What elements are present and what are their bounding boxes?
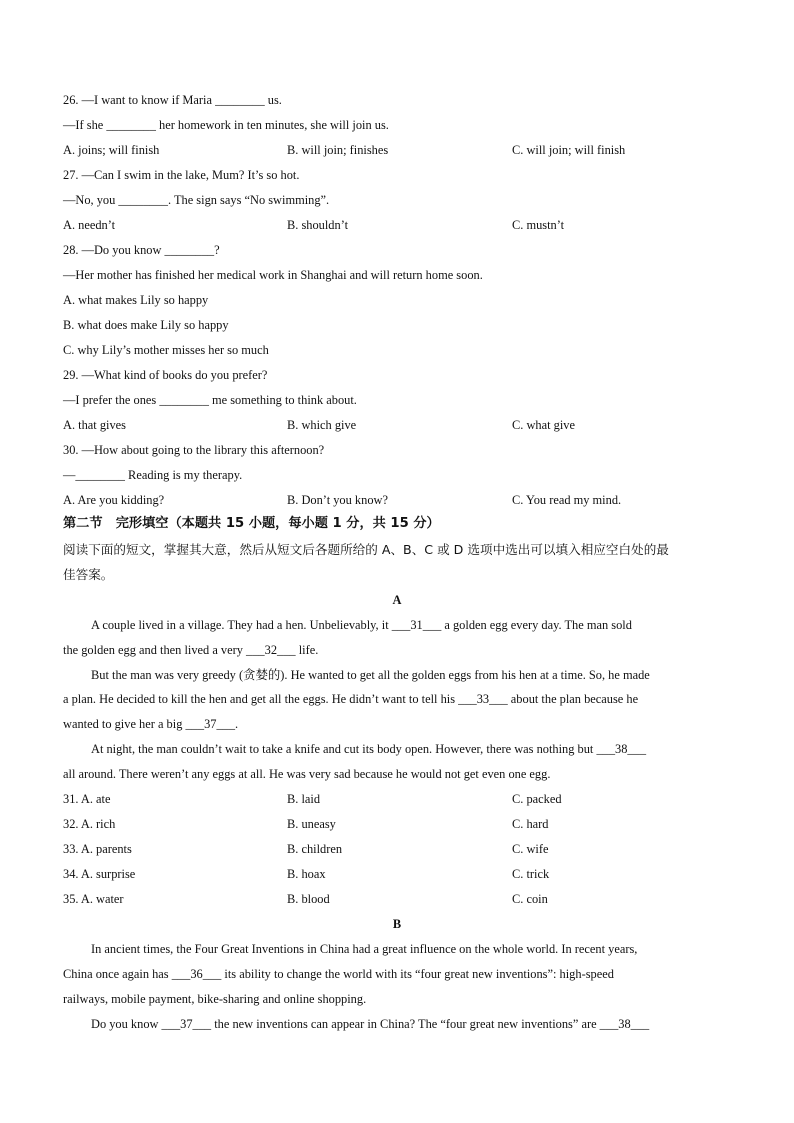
passage-a-line: A couple lived in a village. They had a hen. Unbelievably, it ___31___ a golden egg every day. The man sold <box>91 618 632 632</box>
passage-b-label: B <box>392 917 402 931</box>
q31-option-a: 31. A. ate <box>63 792 111 806</box>
passage-a-line: wanted to give her a big ___37___. <box>63 717 239 731</box>
passage-a-line: But the man was very greedy (贪婪的). He wanted to get all the golden eggs from his hen at a time. So, he made <box>91 668 650 682</box>
q34-option-c: C. trick <box>512 867 550 881</box>
q29-option-b: B. which give <box>287 418 357 432</box>
q30-option-a: A. Are you kidding? <box>63 493 165 507</box>
q28-option-b: B. what does make Lily so happy <box>63 318 229 332</box>
q26-question: 26. —I want to know if Maria ________ us. <box>63 93 282 107</box>
q30-question: 30. —How about going to the library this afternoon? <box>63 443 325 457</box>
q30-option-c: C. You read my mind. <box>512 493 622 507</box>
q31-option-b: B. laid <box>287 792 321 806</box>
q32-option-b: B. uneasy <box>287 817 336 831</box>
passage-b-line: railways, mobile payment, bike-sharing and online shopping. <box>63 992 367 1006</box>
q32-option-c: C. hard <box>512 817 549 831</box>
section-instruction: 阅读下面的短文，掌握其大意，然后从短文后各题所给的 A、B、C 或 D 选项中选出可以填入相应空白处的最 <box>63 542 669 557</box>
q28-question: 28. —Do you know ________? <box>63 243 220 257</box>
q27-option-a: A. needn’t <box>63 218 116 232</box>
q35-option-a: 35. A. water <box>63 892 124 906</box>
q35-option-b: B. blood <box>287 892 330 906</box>
q26-option-a: A. joins; will finish <box>63 143 160 157</box>
q29-question: 29. —What kind of books do you prefer? <box>63 368 268 382</box>
q34-option-a: 34. A. surprise <box>63 867 136 881</box>
q26-response: —If she ________ her homework in ten minutes, she will join us. <box>63 118 389 132</box>
passage-a-line: the golden egg and then lived a very ___32___ life. <box>63 643 319 657</box>
q29-option-a: A. that gives <box>63 418 126 432</box>
passage-b-line: In ancient times, the Four Great Inventions in China had a great influence on the whole world. In recent years, <box>91 942 638 956</box>
section-instruction-cont: 佳答案。 <box>63 567 114 582</box>
q26-option-c: C. will join; will finish <box>512 143 626 157</box>
q26-option-b: B. will join; finishes <box>287 143 389 157</box>
q33-option-b: B. children <box>287 842 343 856</box>
q29-option-c: C. what give <box>512 418 575 432</box>
q28-option-c: C. why Lily’s mother misses her so much <box>63 343 269 357</box>
q32-option-a: 32. A. rich <box>63 817 116 831</box>
q27-option-b: B. shouldn’t <box>287 218 349 232</box>
q28-option-a: A. what makes Lily so happy <box>63 293 209 307</box>
passage-b-line: China once again has ___36___ its ability to change the world with its “four great new inventions”: high-speed <box>63 967 614 981</box>
q28-response: —Her mother has finished her medical work in Shanghai and will return home soon. <box>63 268 483 282</box>
q34-option-b: B. hoax <box>287 867 326 881</box>
q30-response: —________ Reading is my therapy. <box>63 468 243 482</box>
q27-question: 27. —Can I swim in the lake, Mum? It’s so hot. <box>63 168 300 182</box>
q27-response: —No, you ________. The sign says “No swimming”. <box>63 193 330 207</box>
q35-option-c: C. coin <box>512 892 548 906</box>
q33-option-c: C. wife <box>512 842 549 856</box>
q33-option-a: 33. A. parents <box>63 842 132 856</box>
q30-option-b: B. Don’t you know? <box>287 493 388 507</box>
passage-b-line: Do you know ___37___ the new inventions can appear in China? The “four great new inventions” are ___38___ <box>91 1017 650 1031</box>
passage-a-label: A <box>392 593 402 607</box>
passage-a-line: a plan. He decided to kill the hen and get all the eggs. He didn’t want to tell his ___33___ about the plan because he <box>63 692 639 706</box>
section-heading: 第二节 完形填空（本题共 15 小题，每小题 1 分，共 15 分） <box>63 516 440 531</box>
passage-a-line: all around. There weren’t any eggs at all. He was very sad because he would not get even one egg. <box>63 767 551 781</box>
q31-option-c: C. packed <box>512 792 562 806</box>
q29-response: —I prefer the ones ________ me something to think about. <box>63 393 357 407</box>
q27-option-c: C. mustn’t <box>512 218 565 232</box>
passage-a-line: At night, the man couldn’t wait to take a knife and cut its body open. However, there was nothing but ___38___ <box>91 742 647 756</box>
